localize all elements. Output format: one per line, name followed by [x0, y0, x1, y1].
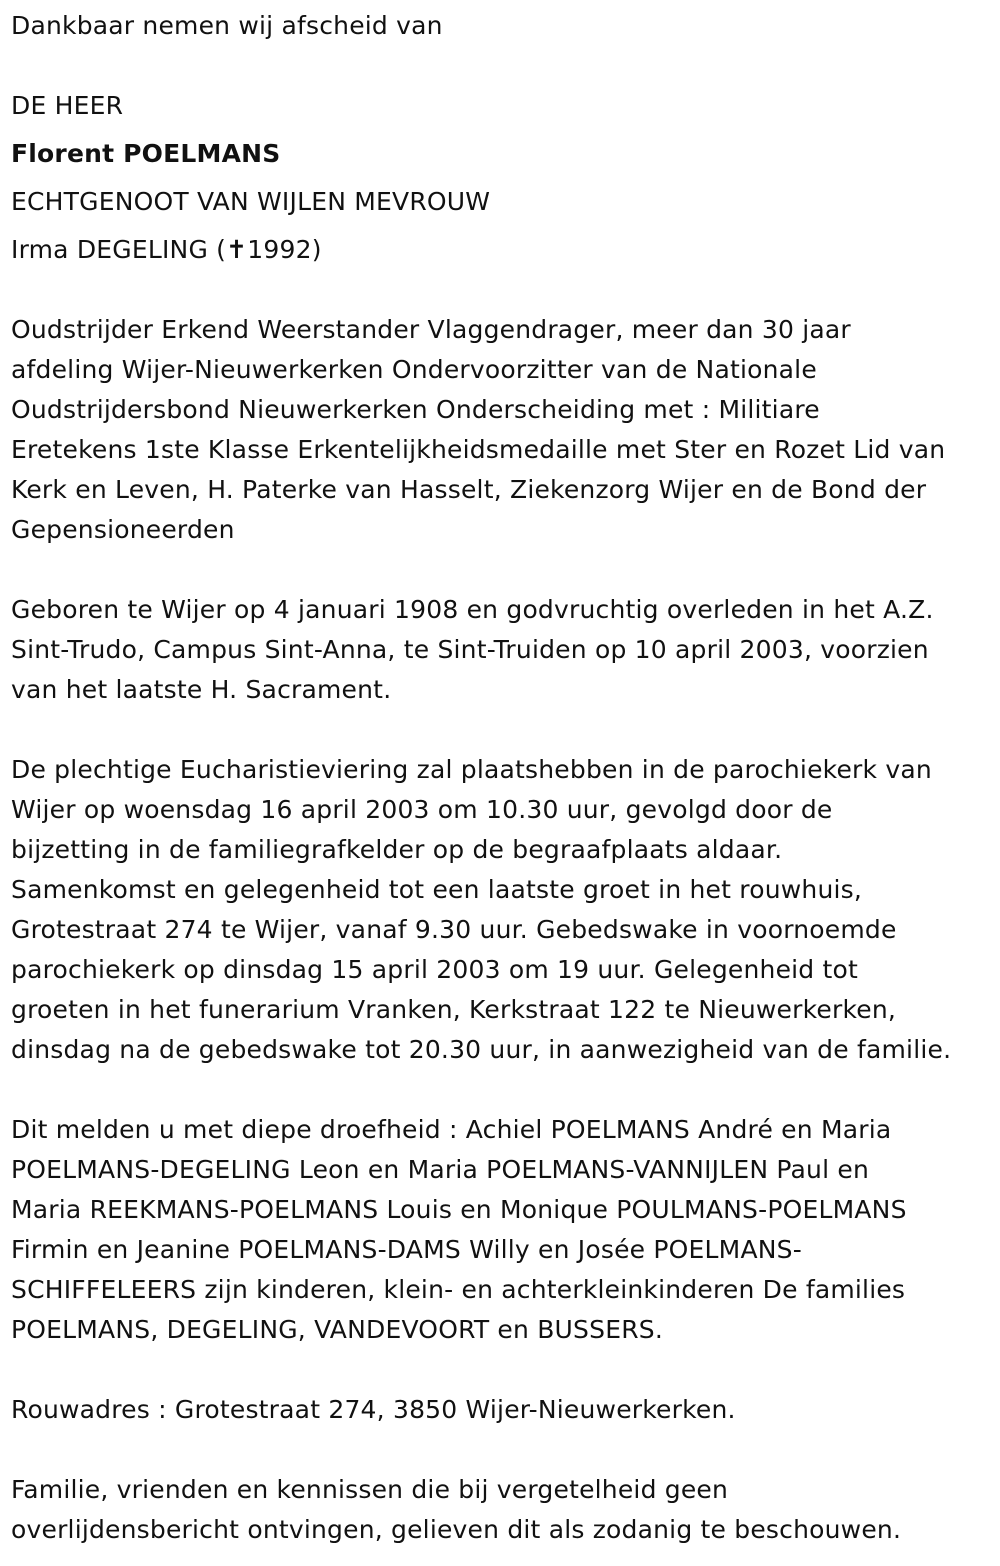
closing-line: Familie, vrienden en kennissen die bij vergetelheid geen — [11, 1475, 729, 1504]
birth-death-line: Sint-Trudo, Campus Sint-Anna, te Sint-Truiden op 10 april 2003, voorzien — [11, 635, 929, 664]
ceremony-line: bijzetting in de familiegrafkelder op de begraafplaats aldaar. — [11, 835, 783, 864]
biography-line: Eretekens 1ste Klasse Erkentelijkheidsmedaille met Ster en Rozet Lid van — [11, 435, 946, 464]
spouse-name: Irma DEGELING (✝1992) — [11, 235, 322, 264]
birth-death-line: van het laatste H. Sacrament. — [11, 675, 392, 704]
mourning-address: Rouwadres : Grotestraat 274, 3850 Wijer-Nieuwerkerken. — [11, 1395, 736, 1424]
birth-death-paragraph — [11, 590, 991, 710]
closing-line: overlijdensbericht ontvingen, gelieven dit als zodanig te beschouwen. — [11, 1515, 902, 1544]
family-line: POELMANS, DEGELING, VANDEVOORT en BUSSERS. — [11, 1315, 663, 1344]
biography-paragraph — [11, 310, 991, 550]
intro-text: Dankbaar nemen wij afscheid van — [11, 11, 443, 40]
biography-line: afdeling Wijer-Nieuwerkerken Ondervoorzitter van de Nationale — [11, 355, 817, 384]
deceased-name: Florent POELMANS — [11, 139, 281, 168]
family-line: Dit melden u met diepe droefheid : Achiel POELMANS André en Maria — [11, 1115, 892, 1144]
ceremony-line: groeten in het funerarium Vranken, Kerkstraat 122 te Nieuwerkerken, — [11, 995, 897, 1024]
honorific: DE HEER — [11, 91, 124, 120]
birth-death-line: Geboren te Wijer op 4 januari 1908 en godvruchtig overleden in het A.Z. — [11, 595, 934, 624]
family-line: Maria REEKMANS-POELMANS Louis en Monique POULMANS-POELMANS — [11, 1195, 907, 1224]
biography-line: Kerk en Leven, H. Paterke van Hasselt, Ziekenzorg Wijer en de Bond der — [11, 475, 927, 504]
spouse-title: ECHTGENOOT VAN WIJLEN MEVROUW — [11, 187, 491, 216]
biography-line: Oudstrijder Erkend Weerstander Vlaggendrager, meer dan 30 jaar — [11, 315, 851, 344]
family-paragraph — [11, 1110, 991, 1350]
biography-line: Oudstrijdersbond Nieuwerkerken Onderscheiding met : Militiare — [11, 395, 820, 424]
ceremony-line: Samenkomst en gelegenheid tot een laatste groet in het rouwhuis, — [11, 875, 863, 904]
family-line: SCHIFFELEERS zijn kinderen, klein- en achterkleinkinderen De families — [11, 1275, 906, 1304]
ceremony-line: dinsdag na de gebedswake tot 20.30 uur, in aanwezigheid van de familie. — [11, 1035, 952, 1064]
ceremony-line: De plechtige Eucharistieviering zal plaatshebben in de parochiekerk van — [11, 755, 932, 784]
family-line: POELMANS-DEGELING Leon en Maria POELMANS-VANNIJLEN Paul en — [11, 1155, 870, 1184]
biography-line: Gepensioneerden — [11, 515, 235, 544]
ceremony-paragraph — [11, 750, 991, 1070]
ceremony-line: parochiekerk op dinsdag 15 april 2003 om 19 uur. Gelegenheid tot — [11, 955, 859, 984]
family-line: Firmin en Jeanine POELMANS-DAMS Willy en Josée POELMANS- — [11, 1235, 802, 1264]
ceremony-line: Wijer op woensdag 16 april 2003 om 10.30 uur, gevolgd door de — [11, 795, 833, 824]
ceremony-line: Grotestraat 274 te Wijer, vanaf 9.30 uur. Gebedswake in voornoemde — [11, 915, 897, 944]
closing-paragraph — [11, 1470, 991, 1550]
obituary-document — [11, 6, 991, 1550]
